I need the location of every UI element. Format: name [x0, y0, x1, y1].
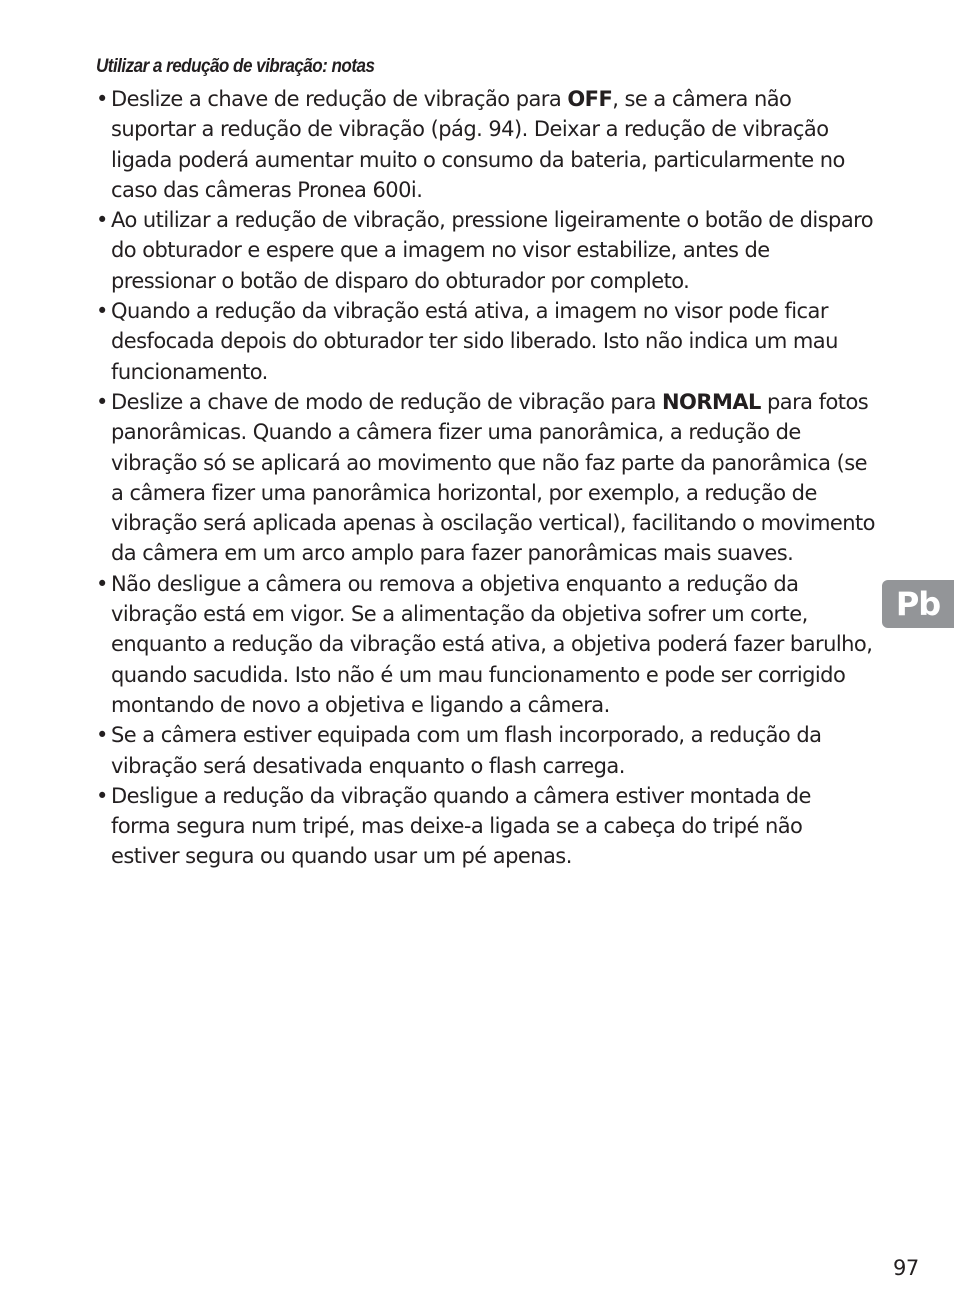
bullet-icon: • — [96, 87, 108, 111]
note-item — [96, 720, 876, 781]
note-text: , se a câmera não suportar a redução de vibração (pág. 94). Deixar a redução de vibração ligada poderá aumentar muito o consumo da bateria, particularmente no caso das câmeras Pronea 600i. — [111, 87, 845, 202]
notes-list — [96, 84, 876, 872]
note-text: Ao utilizar a redução de vibração, pressione ligeiramente o botão de disparo do obturador e espere que a imagem no visor estabilize, antes de pressionar o botão de disparo do obturador por completo. — [111, 208, 874, 293]
note-text: Desligue a redução da vibração quando a câmera estiver montada de forma segura num tripé, mas deixe-a ligada se a cabeça do tripé não estiver segura ou quando usar um pé apenas. — [111, 783, 811, 869]
note-item — [96, 84, 876, 205]
note-text: para fotos panorâmicas. Quando a câmera fizer uma panorâmica, a redução de vibração só se aplicará ao movimento que não faz parte da panorâmica (se a câmera fizer uma panorâmica horizontal, por exemplo, a redução de vibração será aplicada apenas à oscilação vertical), facilitando o movimento da câmera em um arco amplo para fazer panorâmicas mais suaves. — [111, 389, 875, 566]
note-emphasis: OFF — [567, 87, 613, 111]
note-emphasis: NORMAL — [662, 389, 761, 414]
note-text: Deslize a chave de redução de vibração para — [111, 87, 568, 111]
note-text: Quando a redução da vibração está ativa, a imagem no visor pode ficar desfocada depois do obturador ter sido liberado. Isto não indica um mau funcionamento. — [111, 299, 838, 384]
language-tab: Pb — [882, 580, 954, 628]
bullet-icon: • — [96, 389, 108, 414]
note-item — [96, 296, 876, 387]
note-item — [96, 205, 876, 296]
bullet-icon: • — [96, 208, 108, 233]
note-text: Deslize a chave de modo de redução de vibração para — [111, 389, 663, 414]
note-item — [96, 569, 876, 720]
bullet-icon: • — [96, 723, 108, 748]
bullet-icon: • — [96, 783, 108, 808]
note-text: Não desligue a câmera ou remova a objetiva enquanto a redução da vibração está em vigor. Se a alimentação da objetiva sofrer um corte, enquanto a redução da vibração está ativa, a objetiva poderá fazer barulho, quando sacudida. Isto não é um mau funcionamento e pode ser corrigido montando de novo a objetiva e ligando a câmera. — [111, 571, 873, 717]
section-heading: Utilizar a redução de vibração: notas — [96, 56, 375, 77]
bullet-icon: • — [96, 299, 108, 324]
page-number: 97 — [893, 1256, 919, 1280]
note-item — [96, 781, 876, 872]
note-item — [96, 387, 876, 569]
note-text: Se a câmera estiver equipada com um flash incorporado, a redução da vibração será desativada enquanto o flash carrega. — [111, 723, 822, 778]
bullet-icon: • — [96, 571, 108, 596]
